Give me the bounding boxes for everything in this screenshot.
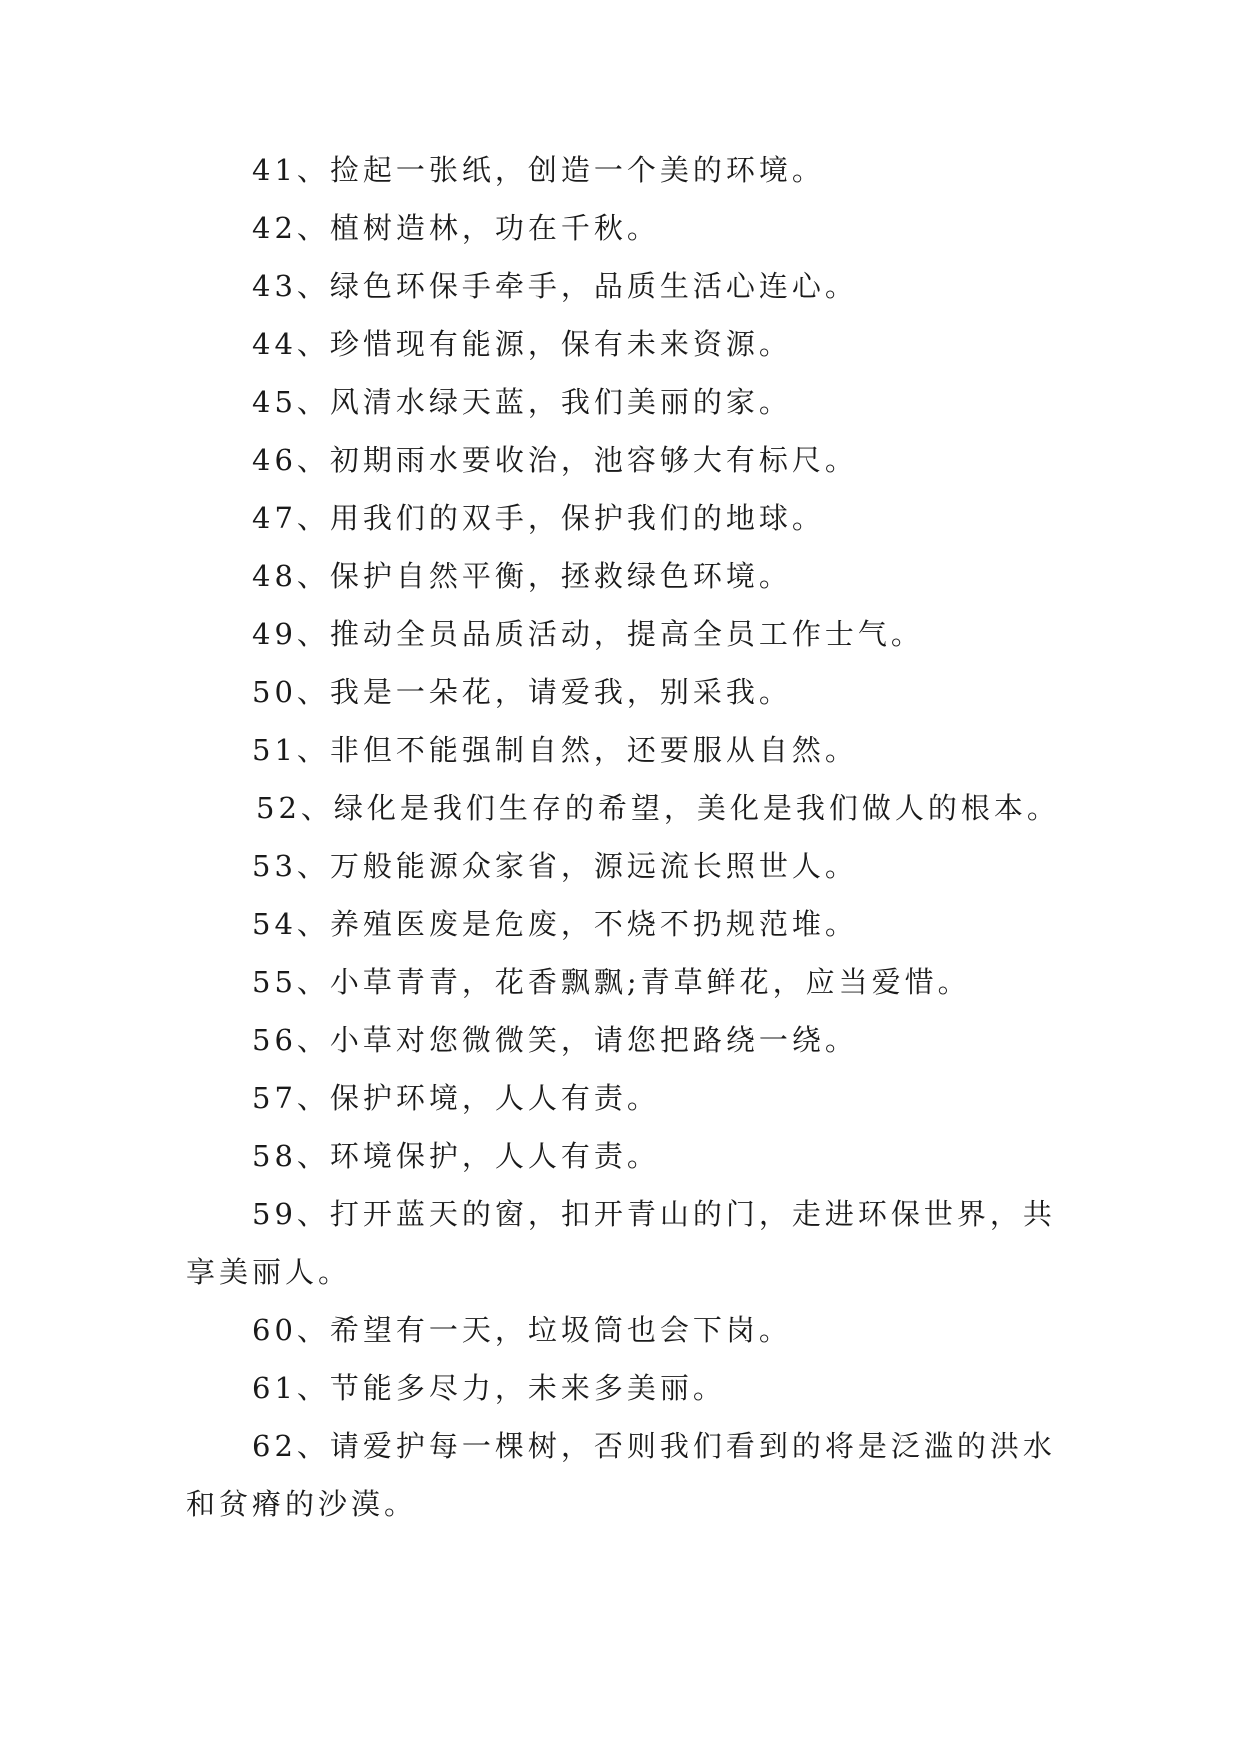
text-line-46: 46、初期雨水要收治，池容够大有标尺。 <box>252 443 858 477</box>
text-line-44: 44、珍惜现有能源，保有未来资源。 <box>252 327 792 361</box>
text-line-42: 42、植树造林，功在千秋。 <box>252 211 660 245</box>
text-line-45: 45、风清水绿天蓝，我们美丽的家。 <box>252 385 792 419</box>
text-line-58: 58、环境保护，人人有责。 <box>252 1139 660 1173</box>
text-line-62-continued: 和贫瘠的沙漠。 <box>186 1487 418 1521</box>
text-line-48: 48、保护自然平衡，拯救绿色环境。 <box>252 559 792 593</box>
text-line-53: 53、万般能源众家省，源远流长照世人。 <box>252 849 858 883</box>
text-line-59: 59、打开蓝天的窗，扣开青山的门，走进环保世界，共 <box>252 1197 1056 1231</box>
text-line-43: 43、绿色环保手牵手，品质生活心连心。 <box>252 269 858 303</box>
text-line-60: 60、希望有一天，垃圾筒也会下岗。 <box>252 1313 792 1347</box>
text-line-55: 55、小草青青，花香飘飘;青草鲜花，应当爱惜。 <box>252 965 971 999</box>
text-line-62: 62、请爱护每一棵树，否则我们看到的将是泛滥的洪水 <box>252 1429 1056 1463</box>
text-line-49: 49、推动全员品质活动，提高全员工作士气。 <box>252 617 924 651</box>
text-line-57: 57、保护环境，人人有责。 <box>252 1081 660 1115</box>
text-line-47: 47、用我们的双手，保护我们的地球。 <box>252 501 825 535</box>
text-line-50: 50、我是一朵花，请爱我，别采我。 <box>252 675 792 709</box>
text-line-61: 61、节能多尽力，未来多美丽。 <box>252 1371 726 1405</box>
text-line-59-continued: 享美丽人。 <box>186 1255 352 1289</box>
text-line-54: 54、养殖医废是危废，不烧不扔规范堆。 <box>252 907 858 941</box>
text-line-56: 56、小草对您微微笑，请您把路绕一绕。 <box>252 1023 858 1057</box>
text-line-51: 51、非但不能强制自然，还要服从自然。 <box>252 733 858 767</box>
text-line-41: 41、捡起一张纸，创造一个美的环境。 <box>252 153 825 187</box>
text-line-52: 52、绿化是我们生存的希望，美化是我们做人的根本。 <box>256 791 1060 825</box>
